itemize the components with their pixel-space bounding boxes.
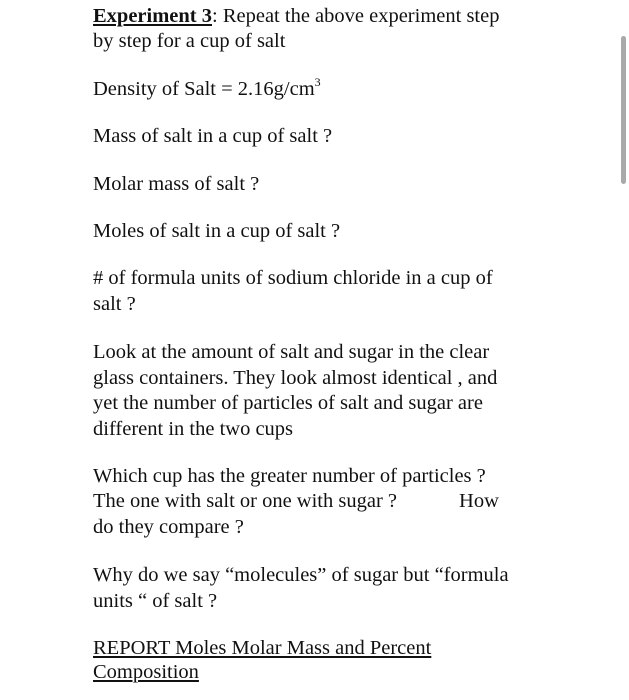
- experiment-heading-line-1: [93, 4, 543, 29]
- mass-question: Mass of salt in a cup of salt ?: [93, 125, 333, 147]
- look-paragraph-line-1: Look at the amount of salt and sugar in the clear: [93, 341, 490, 363]
- vertical-scrollbar[interactable]: [621, 36, 626, 184]
- which-cup-question-line-1: Which cup has the greater number of particles ?: [93, 465, 486, 487]
- which-cup-question-line-3: do they compare ?: [93, 516, 244, 538]
- which-cup-question-line-2: [93, 489, 543, 514]
- density-line: [93, 77, 543, 102]
- molar-mass-question: Molar mass of salt ?: [93, 173, 260, 195]
- moles-question: Moles of salt in a cup of salt ?: [93, 220, 341, 242]
- look-paragraph-line-2: glass containers. They look almost identical , and: [93, 367, 498, 389]
- density-text: Density of Salt = 2.16g/cm: [93, 78, 315, 100]
- density-exponent: 3: [314, 75, 321, 89]
- look-paragraph-line-3: yet the number of particles of salt and sugar are: [93, 392, 483, 414]
- formula-units-question-line-1: # of formula units of sodium chloride in a cup of: [93, 267, 493, 289]
- formula-units-question-line-2: salt ?: [93, 293, 136, 315]
- experiment-instruction-part-2: by step for a cup of salt: [93, 30, 286, 52]
- report-link-line-2[interactable]: Composition: [93, 661, 199, 683]
- why-question-line-1: Why do we say “molecules” of sugar but “formula: [93, 564, 509, 586]
- which-cup-question-part-b: How: [459, 490, 499, 512]
- report-link-line-1[interactable]: REPORT Moles Molar Mass and Percent: [93, 637, 432, 659]
- experiment-title: Experiment 3: [93, 5, 212, 27]
- which-cup-question-part-a: The one with salt or one with sugar ?: [93, 490, 398, 512]
- why-question-line-2: units “ of salt ?: [93, 590, 218, 612]
- look-paragraph-line-4: different in the two cups: [93, 418, 294, 440]
- experiment-colon: :: [212, 5, 218, 27]
- experiment-instruction-part-1: Repeat the above experiment step: [217, 5, 500, 27]
